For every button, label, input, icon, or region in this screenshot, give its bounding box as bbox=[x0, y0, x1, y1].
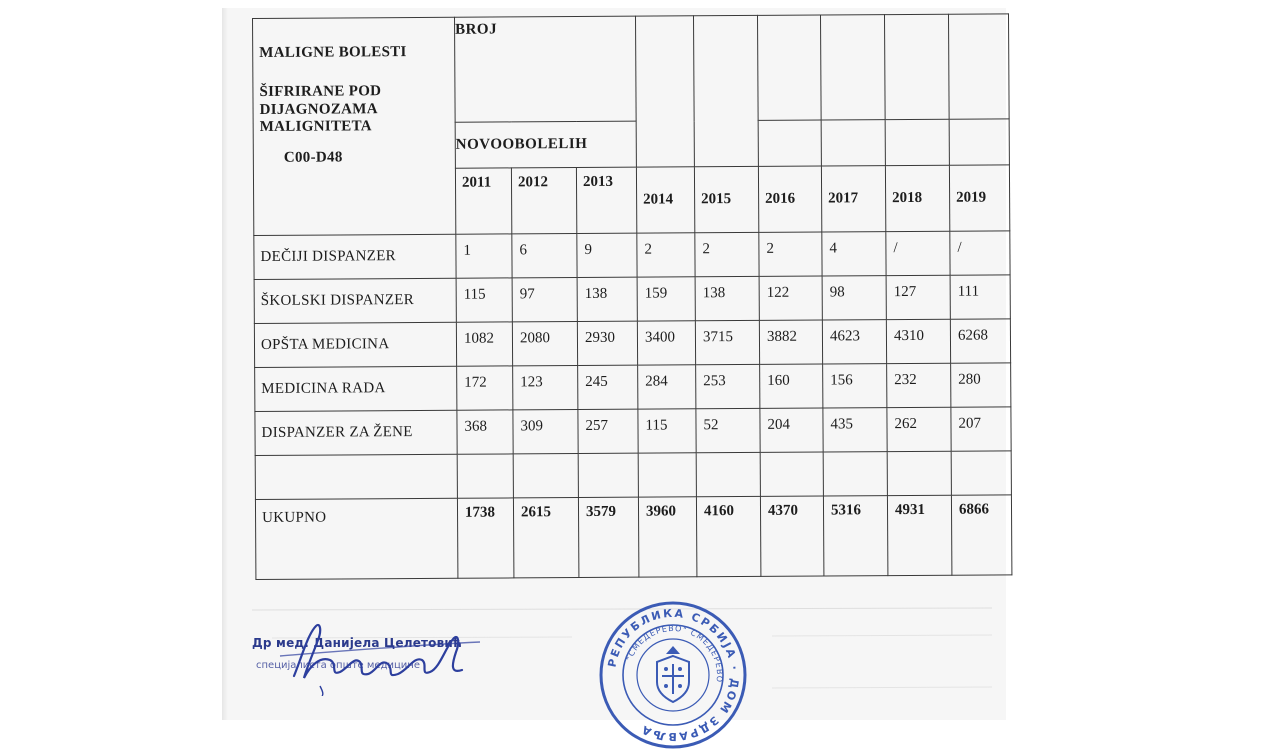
stamp-outer-text: РЕПУБЛИКА СРБИЈА · ДОМ ЗДРАВЉА bbox=[605, 606, 742, 744]
header-blank-2016b bbox=[758, 120, 821, 166]
table-cell: 115 bbox=[638, 409, 696, 453]
table-cell: 3715 bbox=[695, 320, 759, 364]
total-cell: 2615 bbox=[513, 498, 578, 578]
table-cell: 111 bbox=[950, 275, 1010, 319]
year-header: 2019 bbox=[949, 165, 1009, 231]
table-cell: 4310 bbox=[886, 319, 950, 363]
table-cell: 52 bbox=[696, 408, 760, 452]
table-cell: 159 bbox=[637, 277, 695, 321]
row-label: OPŠTA MEDICINA bbox=[254, 322, 456, 367]
table-row bbox=[254, 275, 1010, 324]
table-row bbox=[254, 319, 1010, 368]
total-cell: 3960 bbox=[638, 497, 696, 577]
header-blank-2019 bbox=[948, 14, 1009, 119]
table-cell: 1 bbox=[456, 234, 512, 278]
table-cell: 156 bbox=[823, 364, 887, 408]
table-cell: 262 bbox=[887, 407, 951, 451]
row-label: DEČIJI DISPANZER bbox=[254, 234, 456, 279]
table-cell: 284 bbox=[638, 365, 696, 409]
table-cell: / bbox=[950, 231, 1010, 275]
header-blank-2015 bbox=[693, 15, 758, 166]
table-cell: 4 bbox=[822, 232, 886, 276]
table-cell: 4623 bbox=[822, 320, 886, 364]
table-cell: 2930 bbox=[577, 321, 637, 365]
total-row bbox=[255, 495, 1011, 580]
table-row bbox=[255, 363, 1011, 412]
total-cell: 3579 bbox=[578, 497, 638, 577]
table-cell: 245 bbox=[578, 365, 638, 409]
total-label: UKUPNO bbox=[255, 498, 457, 579]
year-header: 2013 bbox=[576, 167, 636, 233]
table-cell: / bbox=[886, 231, 950, 275]
signature-name: Др мед. Данијела Целетовић bbox=[252, 636, 463, 650]
page-edge bbox=[222, 8, 228, 720]
row-label: MEDICINA RADA bbox=[255, 366, 457, 411]
header-blank-2018b bbox=[885, 119, 949, 165]
official-stamp bbox=[596, 598, 750, 752]
table-cell: 160 bbox=[760, 364, 823, 408]
table-cell: 6268 bbox=[950, 319, 1010, 363]
table-cell: 172 bbox=[457, 366, 513, 410]
table-cell: 435 bbox=[823, 408, 887, 452]
table-cell: 204 bbox=[760, 408, 823, 452]
statistics-table bbox=[252, 13, 1012, 580]
table-cell: 115 bbox=[456, 278, 512, 322]
header-blank-2018 bbox=[884, 14, 949, 119]
total-cell: 1738 bbox=[457, 498, 513, 578]
year-header: 2014 bbox=[636, 167, 694, 233]
signature-title: специјалиста опште медицине bbox=[256, 660, 420, 671]
label-line-3: DIJAGNOZAMA bbox=[259, 100, 378, 118]
table-cell: 3882 bbox=[759, 320, 822, 364]
table-cell: 2080 bbox=[512, 322, 577, 366]
row-label: DISPANZER ZA ŽENE bbox=[255, 410, 457, 455]
table-cell: 253 bbox=[696, 364, 760, 408]
total-cell: 4370 bbox=[760, 496, 823, 576]
table-cell: 138 bbox=[695, 276, 759, 320]
table-cell: 309 bbox=[513, 410, 578, 454]
table-cell: 257 bbox=[578, 409, 638, 453]
label-line-1: MALIGNE BOLESTI bbox=[259, 44, 407, 61]
table-cell: 2 bbox=[759, 232, 822, 276]
table-cell: 368 bbox=[457, 410, 513, 454]
table-cell: 127 bbox=[886, 275, 950, 319]
handwritten-signature bbox=[250, 616, 510, 696]
novoobolelih-header: NOVOOBOLELIH bbox=[455, 121, 636, 168]
table-cell: 232 bbox=[887, 363, 951, 407]
table-cell: 1082 bbox=[456, 322, 512, 366]
total-cell: 4160 bbox=[696, 496, 760, 576]
table-cell: 9 bbox=[577, 233, 637, 277]
table-row bbox=[254, 231, 1010, 280]
year-header: 2016 bbox=[758, 166, 821, 232]
broj-header: BROJ bbox=[454, 16, 636, 122]
total-cell: 5316 bbox=[823, 496, 887, 576]
header-blank-2014 bbox=[635, 16, 694, 167]
header-blank-2017 bbox=[820, 15, 885, 120]
table-cell: 3400 bbox=[637, 321, 695, 365]
table-cell: 97 bbox=[512, 278, 577, 322]
header-blank-2016 bbox=[757, 15, 821, 120]
coat-of-arms-icon bbox=[657, 646, 689, 702]
table-cell: 2 bbox=[695, 232, 759, 276]
total-cell: 4931 bbox=[887, 495, 951, 575]
year-header: 2011 bbox=[455, 168, 511, 234]
table-row-empty bbox=[255, 451, 1011, 500]
header-blank-2017b bbox=[821, 120, 885, 166]
table-cell: 98 bbox=[822, 276, 886, 320]
table-cell: 2 bbox=[637, 233, 695, 277]
table-cell: 207 bbox=[951, 407, 1011, 451]
stamp-inner-text: "СМЕДЕРЕВО" СМЕДЕРЕВО bbox=[624, 623, 725, 684]
diagnosis-code: C00-D48 bbox=[283, 149, 343, 166]
year-header: 2012 bbox=[511, 168, 576, 234]
label-line-2: ŠIFRIRANE POD bbox=[259, 83, 382, 101]
year-header: 2017 bbox=[821, 166, 885, 232]
table-label-cell bbox=[253, 17, 456, 235]
header-blank-2019b bbox=[949, 119, 1009, 165]
table-cell: 122 bbox=[759, 276, 822, 320]
table-row bbox=[255, 407, 1011, 456]
year-header: 2015 bbox=[694, 166, 758, 232]
row-label: ŠKOLSKI DISPANZER bbox=[254, 278, 456, 323]
table-cell: 138 bbox=[577, 277, 637, 321]
total-cell: 6866 bbox=[951, 495, 1011, 575]
table-cell: 280 bbox=[951, 363, 1011, 407]
year-header: 2018 bbox=[885, 165, 949, 231]
table-cell: 6 bbox=[512, 234, 577, 278]
table-cell: 123 bbox=[513, 366, 578, 410]
label-line-4: MALIGNITETA bbox=[259, 118, 372, 135]
